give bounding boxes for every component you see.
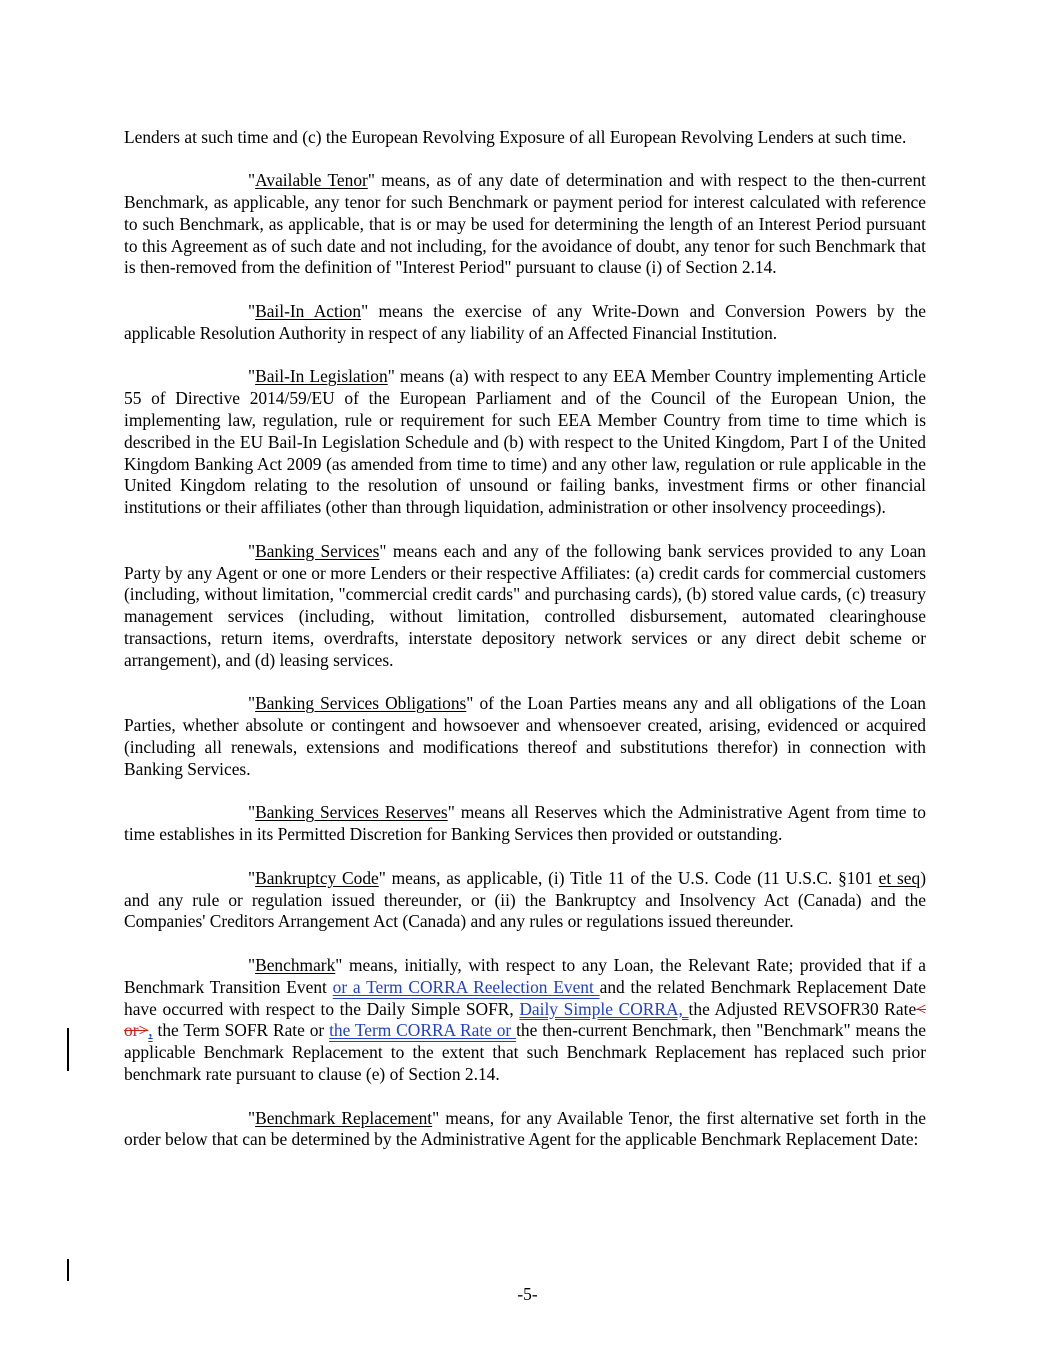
definition-banking-services-reserves: "Banking Services Reserves" means all Reserves which the Administrative Agent from time to time establishes in its Permitted Discretion for Banking Services then provided or outstanding.: [124, 802, 926, 845]
deleted-text: < or>: [124, 998, 926, 1041]
revision-change-bar: [67, 1259, 69, 1281]
defined-term: Banking Services Reserves: [255, 802, 448, 823]
defined-term: Bankruptcy Code: [255, 867, 379, 888]
definition-bail-in-action: "Bail-In Action" means the exercise of any Write-Down and Conversion Powers by the applicable Resolution Authority in respect of any liability of an Affected Financial Institution.: [124, 301, 926, 343]
revision-change-bar: [67, 1028, 69, 1071]
et-seq-term: et seq: [878, 867, 921, 888]
definition-bankruptcy-code: "Bankruptcy Code" means, as applicable, (i) Title 11 of the U.S. Code (11 U.S.C. §101 et seq) and any rule or regulation issued thereunder, or (ii) the Bankruptcy and Insolvency Act (Canada) and the Companies' Creditors Arrangement Act (Canada) and any rules or regulations issued thereunder.: [124, 867, 926, 932]
inserted-text: Daily Simple CORRA,: [519, 998, 689, 1019]
defined-term: Benchmark Replacement: [255, 1107, 433, 1128]
inserted-text: or a Term CORRA Reelection Event: [332, 976, 600, 997]
page-number: -5-: [517, 1284, 538, 1304]
document-page: [124, 127, 926, 1173]
definition-benchmark: "Benchmark" means, initially, with respect to any Loan, the Relevant Rate; provided that if a Benchmark Transition Event or a Term CORRA Reelection Event and the related Benchmark Replacement Date have occurred with respect to the Daily Simple SOFR, Daily Simple CORRA, the Adjusted REVSOFR30 Rate< or>, the Term SOFR Rate or the Term CORRA Rate or the then-current Benchmark, then "Benchmark" means the applicable Benchmark Replacement to the extent that such Benchmark Replacement has replaced such prior benchmark rate pursuant to clause (e) of Section 2.14.: [124, 954, 926, 1084]
definition-available-tenor: "Available Tenor" means, as of any date of determination and with respect to the then-current Benchmark, as applicable, any tenor for such Benchmark or payment period for interest calculated with reference to such Benchmark, as applicable, that is or may be used for determining the length of an Interest Period pursuant to this Agreement as of such date and not including, for the avoidance of doubt, any tenor for such Benchmark that is then-removed from the definition of "Interest Period" pursuant to clause (i) of Section 2.14.: [124, 170, 926, 278]
defined-term: Banking Services: [255, 540, 380, 561]
defined-term: Bail-In Action: [255, 301, 362, 322]
definition-bail-in-legislation: "Bail-In Legislation" means (a) with respect to any EEA Member Country implementing Article 55 of Directive 2014/59/EU of the European Parliament and of the Council of the European Union, the implementing law, regulation, rule or requirement for such EEA Member Country from time to time which is described in the EU Bail-In Legislation Schedule and (b) with respect to the United Kingdom, Part I of the United Kingdom Banking Act 2009 (as amended from time to time) and any other law, regulation or rule applicable in the United Kingdom relating to the resolution of unsound or failing banks, investment firms or other financial institutions or their affiliates (other than through liquidation, administration or other insolvency proceedings).: [124, 366, 926, 518]
definition-banking-services: "Banking Services" means each and any of the following bank services provided to any Loan Party by any Agent or one or more Lenders or their respective Affiliates: (a) credit cards for commercial customers (including, without limitation, "commercial credit cards" and purchasing cards), (b) stored value cards, (c) treasury management services (including, without limitation, controlled disbursement, automated clearinghouse transactions, return items, overdrafts, interstate depository network services or any direct debit scheme or arrangement), and (d) leasing services.: [124, 540, 926, 670]
inserted-text: ,: [148, 1020, 153, 1041]
continuation-paragraph: Lenders at such time and (c) the European Revolving Exposure of all European Revolving Lenders at such time.: [124, 127, 907, 147]
defined-term: Benchmark: [255, 954, 336, 975]
inserted-text: the Term CORRA Rate or: [329, 1020, 517, 1041]
definition-banking-services-obligations: "Banking Services Obligations" of the Loan Parties means any and all obligations of the Loan Parties, whether absolute or contingent and howsoever and whensoever created, arising, evidenced or acquired (including all renewals, extensions and modifications thereof and substitutions therefor) in connection with Banking Services.: [124, 693, 926, 779]
defined-term: Bail-In Legislation: [255, 366, 388, 387]
definition-benchmark-replacement: "Benchmark Replacement" means, for any Available Tenor, the first alternative set forth in the order below that can be determined by the Administrative Agent for the applicable Benchmark Replacement Date:: [124, 1107, 926, 1150]
defined-term: Banking Services Obligations: [255, 693, 467, 714]
defined-term: Available Tenor: [255, 170, 368, 191]
